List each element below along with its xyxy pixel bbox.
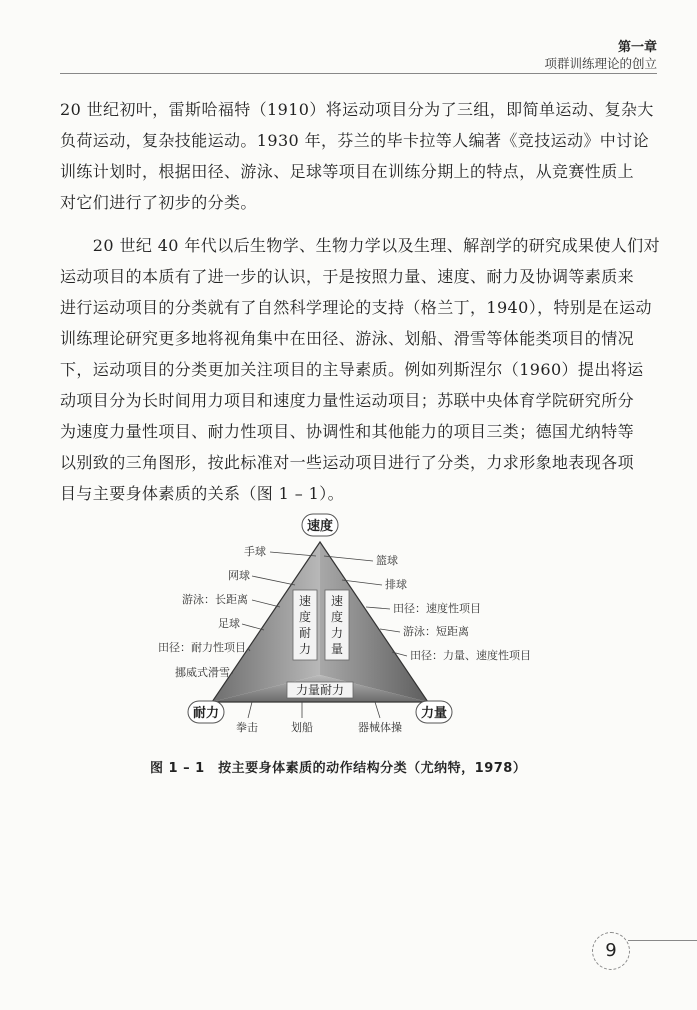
- bottom-sport-label: 划船: [291, 721, 313, 734]
- right-sport-label: 篮球: [376, 554, 398, 567]
- speed-strength-char: 力: [330, 626, 344, 640]
- text-line: 目与主要身体素质的关系（图 1 – 1）。: [60, 484, 345, 503]
- header-rule: [60, 73, 657, 74]
- speed-corner-label: 速度: [306, 519, 334, 534]
- speed-endurance-char: 速: [298, 594, 312, 608]
- bottom-sport-label: 拳击: [236, 721, 258, 734]
- page-number-rule: [628, 940, 697, 941]
- speed-strength-char: 度: [330, 610, 344, 624]
- text-line: 以别致的三角图形，按此标准对一些运动项目进行了分类，力求形象地表现各项: [60, 453, 635, 472]
- speed-endurance-char: 度: [298, 610, 312, 624]
- text-line: 对它们进行了初步的分类。: [60, 193, 257, 212]
- speed-strength-char: 量: [330, 642, 344, 656]
- speed-endurance-char: 耐: [298, 626, 312, 640]
- paragraph-1: [60, 94, 654, 218]
- right-sport-label: 田径：力量、速度性项目: [410, 649, 531, 662]
- figure-caption: 图 1 – 1 按主要身体素质的动作结构分类（尤纳特，1978）: [150, 761, 527, 776]
- endurance-corner-label: 耐力: [192, 706, 220, 721]
- text-line: 为速度力量性项目、耐力性项目、协调性和其他能力的项目三类；德国尤纳特等: [60, 422, 635, 441]
- left-sport-label: 网球: [228, 569, 250, 582]
- sports-triangle-diagram: [130, 510, 550, 750]
- left-sport-label: 挪威式滑雪: [175, 666, 230, 679]
- right-sport-label: 田径：速度性项目: [393, 602, 481, 615]
- strength-endurance-label: 力量耐力: [295, 683, 345, 697]
- left-sport-label: 游泳：长距离: [182, 593, 248, 606]
- left-sport-label: 足球: [218, 617, 240, 630]
- left-sport-label: 手球: [244, 545, 266, 558]
- chapter-subtitle: 项群训练理论的创立: [544, 56, 657, 71]
- left-sport-label: 田径：耐力性项目: [158, 641, 246, 654]
- speed-endurance-char: 力: [298, 642, 312, 656]
- paragraph-2: [60, 230, 660, 509]
- text-line: 训练理论研究更多地将视角集中在田径、游泳、划船、滑雪等体能类项目的情况: [60, 329, 635, 348]
- speed-strength-char: 速: [330, 594, 344, 608]
- text-line: 进行运动项目的分类就有了自然科学理论的支持（格兰丁，1940），特别是在运动: [60, 298, 652, 317]
- text-line: 下，运动项目的分类更加关注项目的主导素质。例如列斯涅尔（1960）提出将运: [60, 360, 644, 379]
- text-line: 动项目分为长时间用力项目和速度力量性运动项目；苏联中央体育学院研究所分: [60, 391, 635, 410]
- right-sport-label: 游泳：短距离: [403, 625, 469, 638]
- strength-corner-label: 力量: [420, 706, 448, 721]
- page-number: 9: [592, 932, 630, 970]
- right-sport-label: 排球: [385, 578, 407, 591]
- text-line: 运动项目的本质有了进一步的认识，于是按照力量、速度、耐力及协调等素质来: [60, 267, 635, 286]
- text-line: 20 世纪初叶，雷斯哈福特（1910）将运动项目分为了三组，即简单运动、复杂大: [60, 100, 654, 119]
- text-line: 负荷运动，复杂技能运动。1930 年，芬兰的毕卡拉等人编著《竞技运动》中讨论: [60, 131, 650, 150]
- text-line: 训练计划时，根据田径、游泳、足球等项目在训练分期上的特点，从竞赛性质上: [60, 162, 635, 181]
- bottom-sport-label: 器械体操: [358, 721, 402, 734]
- text-line: 20 世纪 40 年代以后生物学、生物力学以及生理、解剖学的研究成果使人们对: [60, 236, 660, 255]
- chapter-header: 第一章: [617, 40, 657, 55]
